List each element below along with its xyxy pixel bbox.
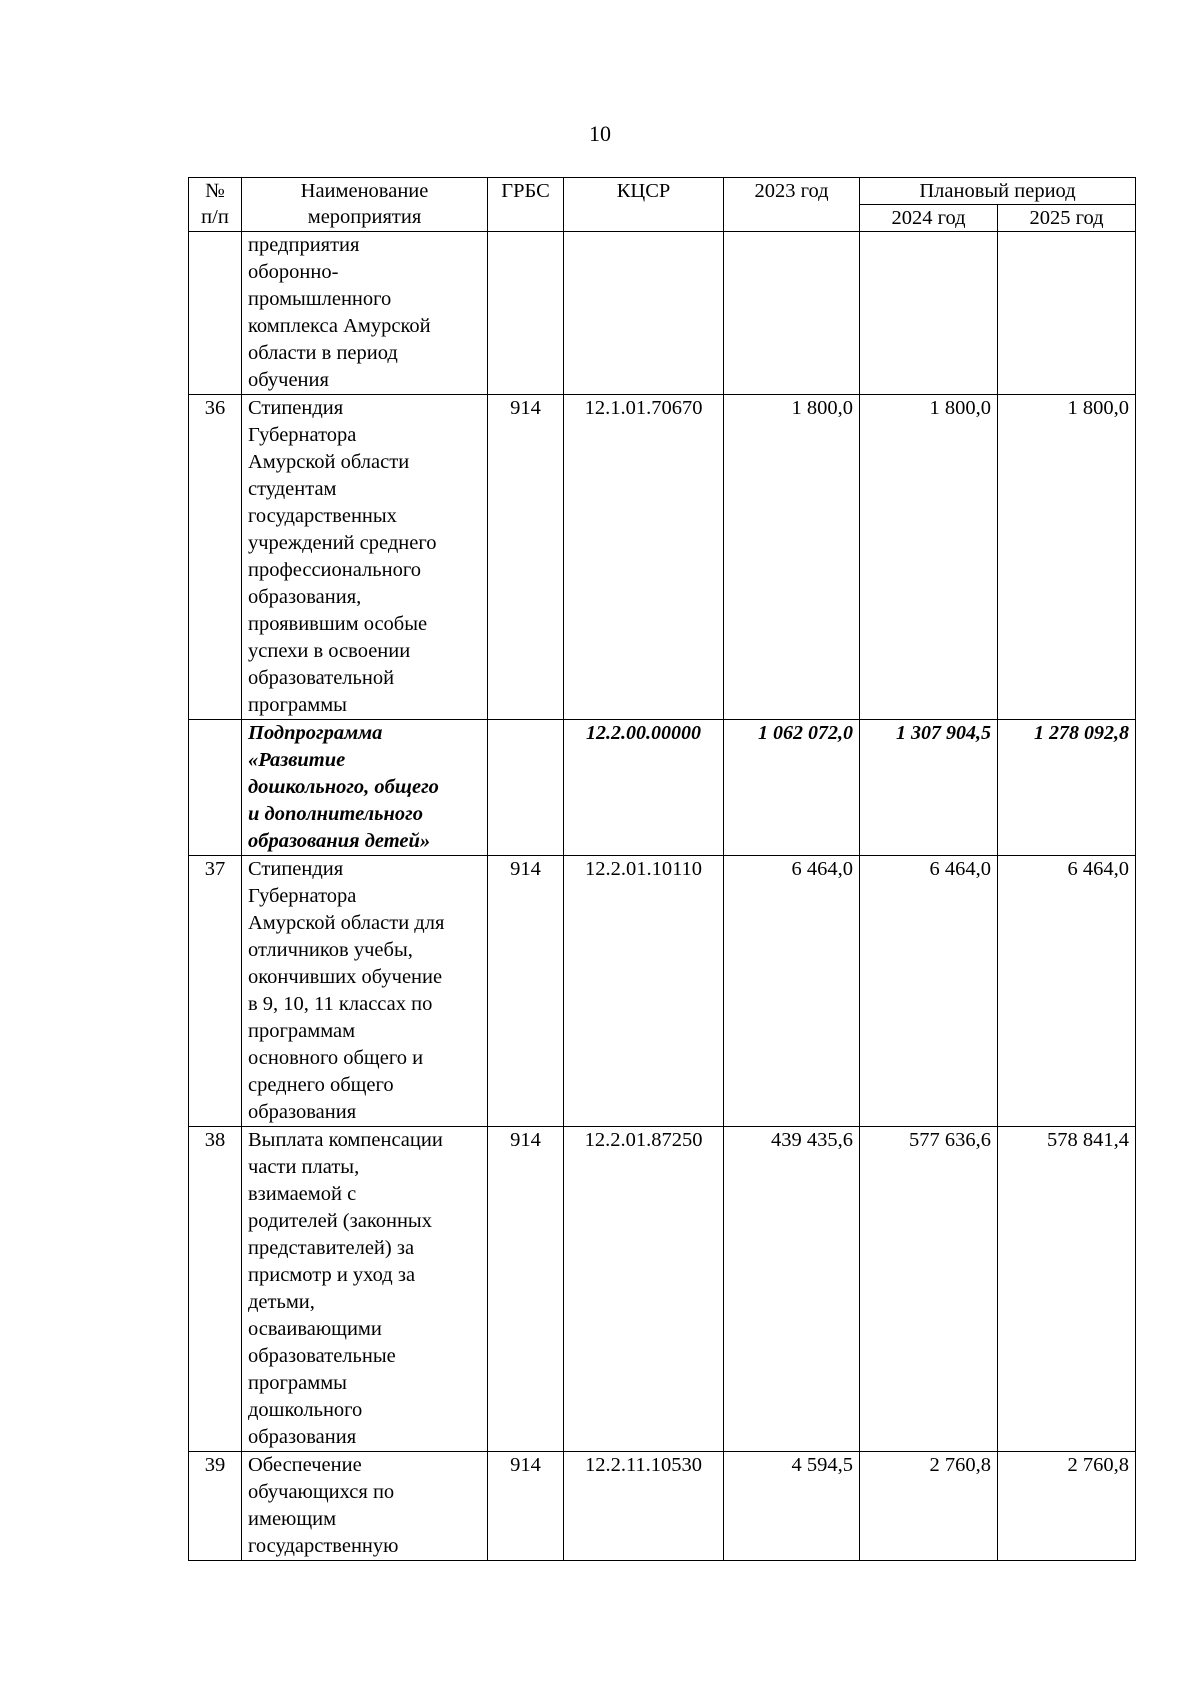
header-name-line1: Наименование [300, 180, 429, 202]
row-name-line: Амурской области [248, 451, 410, 473]
row-name-line: отличников учебы, [248, 939, 413, 961]
row-2023: 4 594,5 [724, 1452, 860, 1561]
row-name-line: Амурской области для [248, 912, 445, 934]
row-name-line: и дополнительного [248, 803, 423, 825]
row-2024 [860, 232, 998, 395]
row-name-line: промышленного [248, 288, 392, 310]
row-kcsr: 12.2.01.87250 [564, 1127, 724, 1452]
row-name-line: присмотр и уход за [248, 1264, 416, 1286]
row-name [242, 1452, 488, 1561]
page-number: 10 [589, 121, 611, 146]
row-grbs: 914 [488, 395, 564, 720]
row-name-line: Выплата компенсации [248, 1129, 443, 1151]
row-grbs: 914 [488, 1452, 564, 1561]
row-name-line: родителей (законных [248, 1210, 432, 1232]
row-name-line: среднего общего [248, 1074, 394, 1096]
row-name [242, 1127, 488, 1452]
header-row-top [189, 178, 1136, 205]
row-name-line: образования [248, 1101, 357, 1123]
row-name-line: дошкольного [248, 1399, 363, 1421]
row-name-line: государственных [248, 505, 397, 527]
row-name-line: программы [248, 1372, 347, 1394]
row-name [242, 232, 488, 395]
table-row [189, 1127, 1136, 1452]
row-name-line: обучения [248, 369, 329, 391]
row-2024: 1 307 904,5 [860, 720, 998, 856]
table-body [189, 232, 1136, 1561]
header-2024: 2024 год [860, 205, 998, 232]
table-row [189, 1452, 1136, 1561]
header-num-line1: № [205, 180, 225, 202]
header-grbs: ГРБС [488, 178, 564, 232]
row-2025: 6 464,0 [998, 856, 1136, 1127]
row-grbs: 914 [488, 1127, 564, 1452]
header-planned-period: Плановый период [860, 178, 1136, 205]
row-kcsr: 12.2.00.00000 [564, 720, 724, 856]
row-kcsr: 12.1.01.70670 [564, 395, 724, 720]
row-name-line: государственную [248, 1535, 399, 1557]
row-name-line: взимаемой с [248, 1183, 357, 1205]
row-name-line: профессионального [248, 559, 421, 581]
row-kcsr: 12.2.11.10530 [564, 1452, 724, 1561]
row-2025: 1 278 092,8 [998, 720, 1136, 856]
row-number: 37 [189, 856, 242, 1127]
row-name-line: Губернатора [248, 885, 357, 907]
row-2024: 577 636,6 [860, 1127, 998, 1452]
row-number [189, 720, 242, 856]
row-name-line: программы [248, 694, 347, 716]
table-row [189, 395, 1136, 720]
row-name-line: детьми, [248, 1291, 315, 1313]
header-num-line2: п/п [201, 206, 229, 228]
header-name-line2: мероприятия [307, 206, 422, 228]
row-name-line: Стипендия [248, 397, 344, 419]
row-name-line: оборонно- [248, 261, 339, 283]
row-2023: 439 435,6 [724, 1127, 860, 1452]
table-row [189, 232, 1136, 395]
row-2024: 2 760,8 [860, 1452, 998, 1561]
table-row [189, 856, 1136, 1127]
row-number: 38 [189, 1127, 242, 1452]
row-name-line: комплекса Амурской [248, 315, 431, 337]
row-number [189, 232, 242, 395]
row-name-line: успехи в освоении [248, 640, 411, 662]
row-name-line: Обеспечение [248, 1454, 362, 1476]
row-name-line: проявившим особые [248, 613, 428, 635]
row-grbs [488, 720, 564, 856]
header-name [242, 178, 488, 232]
row-2024: 6 464,0 [860, 856, 998, 1127]
header-kcsr: КЦСР [564, 178, 724, 232]
row-name [242, 856, 488, 1127]
row-name-line: осваивающими [248, 1318, 382, 1340]
row-name-line: образовательные [248, 1345, 396, 1367]
row-name-line: Стипендия [248, 858, 344, 880]
row-2025 [998, 232, 1136, 395]
table-row [189, 720, 1136, 856]
row-2023: 6 464,0 [724, 856, 860, 1127]
row-2025: 1 800,0 [998, 395, 1136, 720]
row-name-line: программам [248, 1020, 356, 1042]
row-kcsr: 12.2.01.10110 [564, 856, 724, 1127]
row-name-line: в 9, 10, 11 классах по [248, 993, 433, 1015]
row-name-line: Подпрограмма [248, 722, 383, 744]
row-name [242, 395, 488, 720]
row-2024: 1 800,0 [860, 395, 998, 720]
header-2023: 2023 год [724, 178, 860, 232]
row-name-line: образования детей» [248, 830, 431, 852]
row-name-line: образовательной [248, 667, 395, 689]
row-name-line: предприятия [248, 234, 360, 256]
row-name-line: части платы, [248, 1156, 360, 1178]
row-name-line: имеющим [248, 1508, 337, 1530]
row-name-line: «Развитие [248, 749, 346, 771]
row-2023 [724, 232, 860, 395]
row-2025: 2 760,8 [998, 1452, 1136, 1561]
row-name-line: окончивших обучение [248, 966, 443, 988]
row-name-line: образования, [248, 586, 362, 608]
row-2023: 1 062 072,0 [724, 720, 860, 856]
row-number: 39 [189, 1452, 242, 1561]
row-kcsr [564, 232, 724, 395]
row-grbs [488, 232, 564, 395]
row-name-line: области в период [248, 342, 398, 364]
row-name-line: дошкольного, общего [248, 776, 439, 798]
row-name [242, 720, 488, 856]
header-num [189, 178, 242, 232]
budget-table [188, 177, 1136, 1561]
row-2023: 1 800,0 [724, 395, 860, 720]
row-name-line: студентам [248, 478, 337, 500]
row-grbs: 914 [488, 856, 564, 1127]
header-2025: 2025 год [998, 205, 1136, 232]
row-number: 36 [189, 395, 242, 720]
row-name-line: основного общего и [248, 1047, 424, 1069]
row-name-line: обучающихся по [248, 1481, 395, 1503]
row-name-line: учреждений среднего [248, 532, 437, 554]
row-name-line: Губернатора [248, 424, 357, 446]
row-name-line: образования [248, 1426, 357, 1448]
row-2025: 578 841,4 [998, 1127, 1136, 1452]
row-name-line: представителей) за [248, 1237, 415, 1259]
